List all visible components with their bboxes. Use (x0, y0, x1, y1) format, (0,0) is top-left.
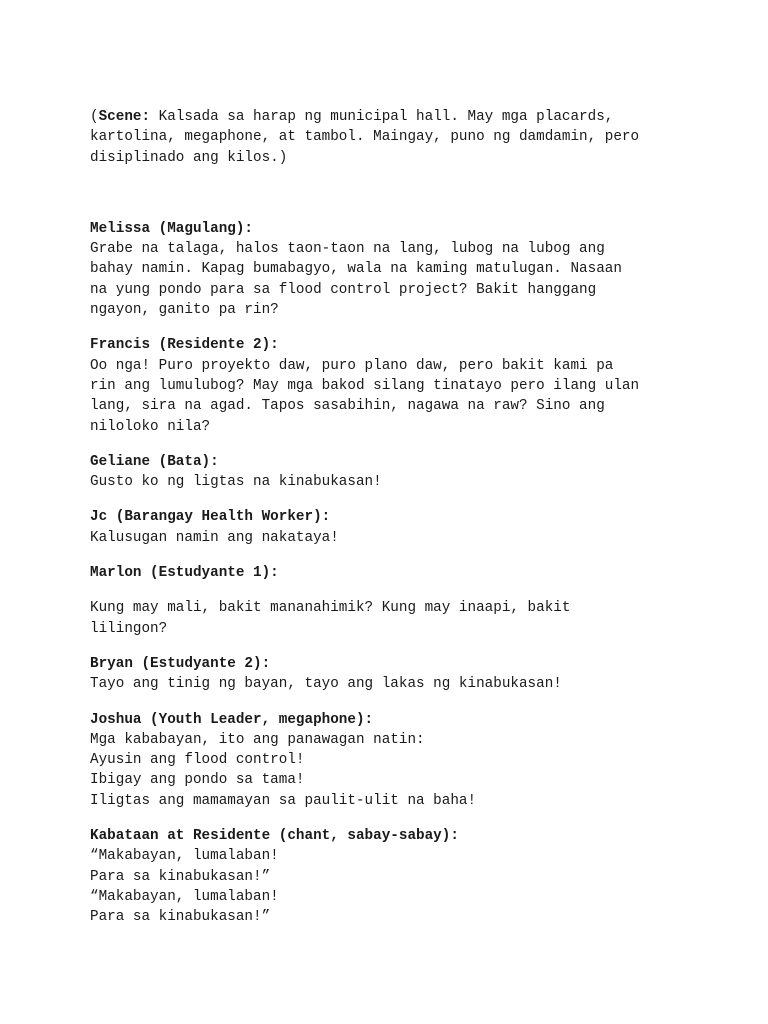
speaker-name: Marlon (Estudyante 1): (90, 565, 279, 582)
speaker-name: Francis (Residente 2): (90, 337, 279, 354)
dialogue-line: ngayon, ganito pa rin? (90, 302, 279, 319)
chant-line: Para sa kinabukasan!” (90, 868, 271, 885)
dialogue-line: rin ang lumulubog? May mga bakod silang tinatayo pero ilang ulan (90, 377, 640, 394)
dialogue-line: lilingon? (90, 620, 168, 637)
dialogue-line: na yung pondo para sa flood control project? Bakit hanggang (90, 281, 597, 298)
chant-line: “Makabayan, lumalaban! (90, 888, 279, 905)
scene-line-2: kartolina, megaphone, at tambol. Maingay, puno ng damdamin, pero (90, 129, 640, 146)
dialogue-line: Grabe na talaga, halos taon-taon na lang, lubog na lubog ang (90, 241, 605, 258)
dialogue-line: Iligtas ang mamamayan sa paulit-ulit na baha! (90, 792, 477, 809)
scene-direction (90, 107, 690, 168)
dialogue-block (90, 826, 690, 927)
dialogue-block (90, 710, 690, 811)
dialogue-block (90, 654, 690, 695)
scene-line-1 (90, 107, 690, 127)
speaker-name: Geliane (Bata): (90, 453, 219, 470)
speaker-name: Bryan (Estudyante 2): (90, 655, 271, 672)
dialogue-line: Oo nga! Puro proyekto daw, puro plano daw, pero bakit kami pa (90, 357, 614, 374)
speaker-name: Melissa (Magulang): (90, 220, 254, 237)
dialogue-line: Kalusugan namin ang nakataya! (90, 529, 339, 546)
dialogue-line: bahay namin. Kapag bumabagyo, wala na kaming matulugan. Nasaan (90, 261, 622, 278)
chant-line: Para sa kinabukasan!” (90, 909, 271, 926)
dialogue-block (90, 507, 690, 548)
speaker-name: Joshua (Youth Leader, megaphone): (90, 711, 374, 728)
dialogue-block (90, 219, 690, 320)
dialogue-block (90, 335, 690, 436)
dialogue-line: niloloko nila? (90, 418, 211, 435)
dialogue-line: Kung may mali, bakit mananahimik? Kung may inaapi, bakit (90, 600, 571, 617)
dialogue-block (90, 452, 690, 493)
scene-text: Kalsada sa harap ng municipal hall. May mga placards, (150, 109, 614, 125)
dialogue-line: Gusto ko ng ligtas na kinabukasan! (90, 474, 382, 491)
dialogue-line: Ibigay ang pondo sa tama! (90, 772, 305, 789)
scene-label: Scene: (98, 109, 151, 125)
scene-open-paren: ( (90, 109, 99, 125)
chant-line: “Makabayan, lumalaban! (90, 848, 279, 865)
scene-line-3: disiplinado ang kilos.) (90, 149, 288, 166)
script-page (90, 107, 690, 943)
dialogue-block (90, 563, 690, 639)
dialogue-line: Tayo ang tinig ng bayan, tayo ang lakas ng kinabukasan! (90, 676, 562, 693)
speaker-name: Kabataan at Residente (chant, sabay-sabay): (90, 828, 459, 845)
dialogue-line: Ayusin ang flood control! (90, 752, 305, 769)
dialogue-line: Mga kababayan, ito ang panawagan natin: (90, 731, 425, 748)
speaker-name: Jc (Barangay Health Worker): (90, 509, 331, 526)
dialogue-line: lang, sira na agad. Tapos sasabihin, nagawa na raw? Sino ang (90, 398, 605, 415)
